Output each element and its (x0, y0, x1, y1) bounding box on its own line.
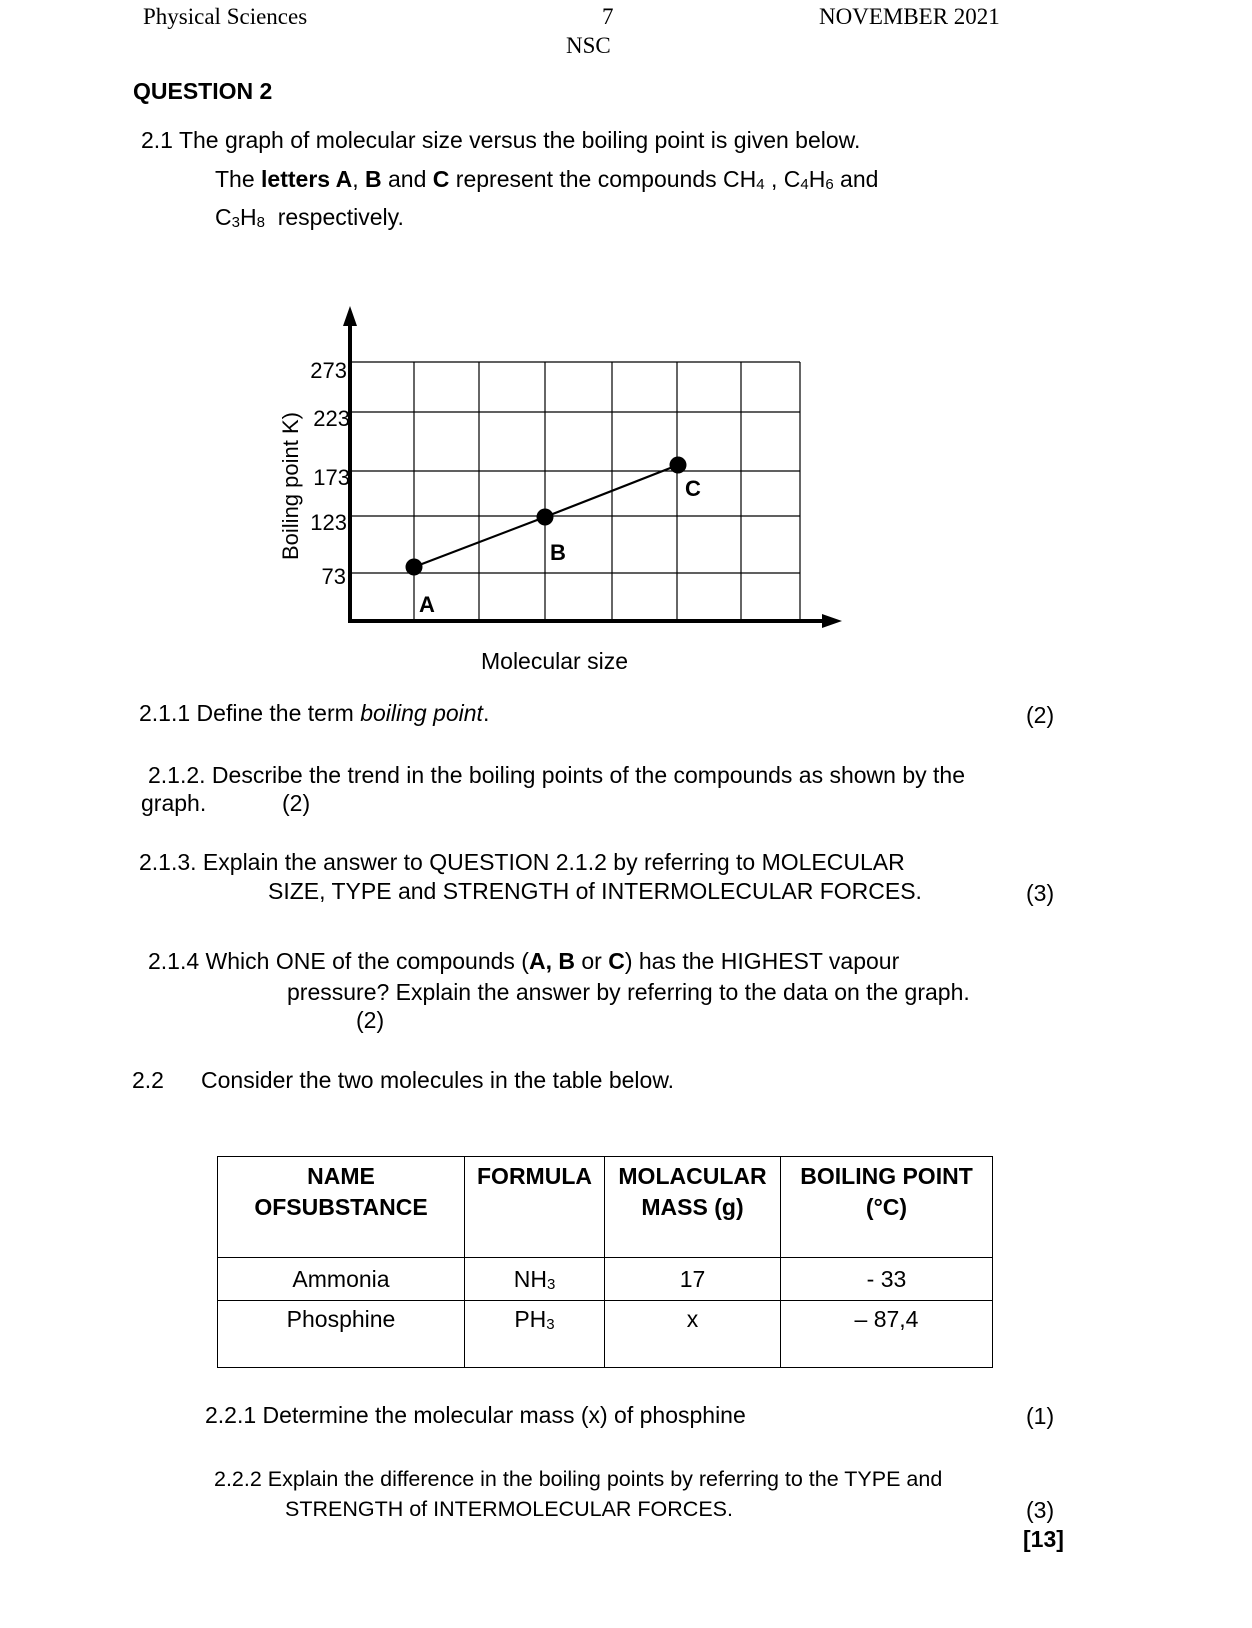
formula-text: NH (513, 1265, 547, 1292)
q2-2-2-marks: (3) (1026, 1497, 1055, 1523)
header-line: MOLACULAR (618, 1163, 767, 1189)
bold-text: C (608, 948, 625, 974)
q2-2-2-line1: 2.2.2 Explain the difference in the boiling points by referring to the TYPE and (214, 1467, 943, 1491)
y-tick-73: 73 (321, 564, 346, 589)
q2-1-intro-line3 (215, 204, 404, 232)
bold-text: B (365, 166, 382, 192)
text: or (574, 948, 609, 974)
point-a-marker (406, 559, 423, 576)
q2-2-1-marks: (1) (1026, 1403, 1055, 1429)
header-line: MASS (g) (641, 1194, 744, 1221)
q2-2-2-line2: STRENGTH of INTERMOLECULAR FORCES. (285, 1497, 733, 1521)
bold-text: C (432, 166, 450, 192)
point-a-label: A (419, 592, 435, 617)
header-page-number: 7 (602, 4, 614, 29)
header-line: OFSUBSTANCE (254, 1194, 428, 1221)
molecules-table (217, 1156, 993, 1368)
header-boiling-point (781, 1157, 993, 1258)
subscript: 3 (231, 214, 240, 231)
table-row (218, 1258, 993, 1301)
text: and (833, 166, 879, 192)
q2-1-1-text (139, 700, 489, 728)
text: H (808, 166, 826, 192)
subscript: 3 (546, 1275, 556, 1293)
y-tick-123: 123 (310, 510, 347, 535)
header-subject: Physical Sciences (143, 4, 308, 29)
header-exam: NSC (566, 33, 611, 58)
text: . (482, 700, 490, 726)
x-axis-label: Molecular size (481, 648, 628, 674)
q2-1-3-marks: (3) (1026, 880, 1055, 906)
header-line: NAME (307, 1163, 375, 1189)
y-axis-arrow-icon (343, 306, 357, 326)
italic-text: boiling point (360, 700, 483, 726)
subscript: 4 (756, 176, 765, 193)
cell-boiling-point: – 87,4 (781, 1301, 993, 1368)
question-total-marks: [13] (1023, 1526, 1064, 1552)
chart-svg (270, 300, 870, 700)
text: , (352, 166, 365, 192)
bold-text: letters A (261, 166, 353, 192)
q2-1-2-marks: (2) (282, 790, 311, 816)
text: The (215, 166, 262, 192)
q2-1-2-line2: graph. (141, 790, 207, 816)
subscript: 4 (800, 176, 809, 193)
q2-1-intro-text: The graph of molecular size versus the boiling point is given below. (178, 127, 861, 153)
header-molecular-mass (605, 1157, 781, 1258)
text: , C (764, 166, 801, 192)
text: H (239, 204, 257, 230)
q2-1-3-line2: SIZE, TYPE and STRENGTH of INTERMOLECULAR FORCES. (268, 878, 922, 904)
header-name (218, 1157, 465, 1258)
y-tick-273: 273 (310, 358, 347, 383)
cell-formula (465, 1301, 605, 1368)
q2-1-number: 2.1 (141, 127, 173, 153)
formula-text: PH (514, 1306, 547, 1332)
q2-1-intro-line1 (141, 127, 860, 155)
x-axis-arrow-icon (822, 614, 842, 628)
y-tick-223: 223 (313, 406, 350, 431)
boiling-point-chart (270, 300, 870, 700)
cell-mass: 17 (605, 1258, 781, 1301)
q2-1-intro-line2 (215, 166, 878, 194)
cell-formula (465, 1258, 605, 1301)
text: 2.1.1 Define the term (139, 700, 361, 726)
cell-name: Ammonia (218, 1258, 465, 1301)
point-b-label: B (550, 540, 566, 565)
q2-1-2-line1: 2.1.2. Describe the trend in the boiling points of the compounds as shown by the (148, 762, 966, 788)
y-axis-label: Boiling point K) (278, 412, 303, 560)
table-header-row (218, 1157, 993, 1258)
chart-axes (348, 322, 830, 622)
point-b-marker (537, 509, 554, 526)
header-line: (°C) (865, 1194, 908, 1221)
q2-2-number: 2.2 (132, 1067, 164, 1093)
q2-1-4-line2: pressure? Explain the answer by referring to the data on the graph. (287, 979, 970, 1005)
q2-1-3-line1: 2.1.3. Explain the answer to QUESTION 2.1.2 by referring to MOLECULAR (139, 849, 905, 875)
q2-1-4-line1 (148, 948, 899, 976)
table-row (218, 1301, 993, 1368)
cell-mass: x (605, 1301, 781, 1368)
text: and (381, 166, 433, 192)
q2-2-text: Consider the two molecules in the table below. (201, 1067, 675, 1093)
question-title: QUESTION 2 (133, 78, 273, 104)
cell-name: Phosphine (218, 1301, 465, 1368)
text: respectively. (264, 204, 404, 230)
point-c-label: C (685, 476, 701, 501)
header-line: BOILING POINT (800, 1163, 973, 1189)
header-formula (465, 1157, 605, 1258)
text: C (215, 204, 232, 230)
q2-1-4-marks: (2) (356, 1007, 385, 1033)
subscript: 3 (546, 1316, 555, 1333)
header-date: NOVEMBER 2021 (819, 4, 1000, 29)
point-c-marker (670, 457, 687, 474)
bold-text: A, B (528, 948, 575, 974)
subscript: 6 (825, 176, 834, 193)
text: ) has the HIGHEST vapour (624, 948, 900, 974)
text: represent the compounds CH (449, 166, 757, 192)
header-line: FORMULA (477, 1163, 592, 1189)
cell-boiling-point: - 33 (781, 1258, 993, 1301)
chart-grid (350, 362, 800, 620)
subscript: 8 (256, 214, 265, 231)
text: 2.1.4 Which ONE of the compounds ( (148, 948, 529, 974)
y-tick-173: 173 (313, 465, 350, 490)
q2-2-1-text: 2.2.1 Determine the molecular mass (x) of phosphine (205, 1402, 746, 1428)
q2-1-1-marks: (2) (1026, 702, 1055, 728)
